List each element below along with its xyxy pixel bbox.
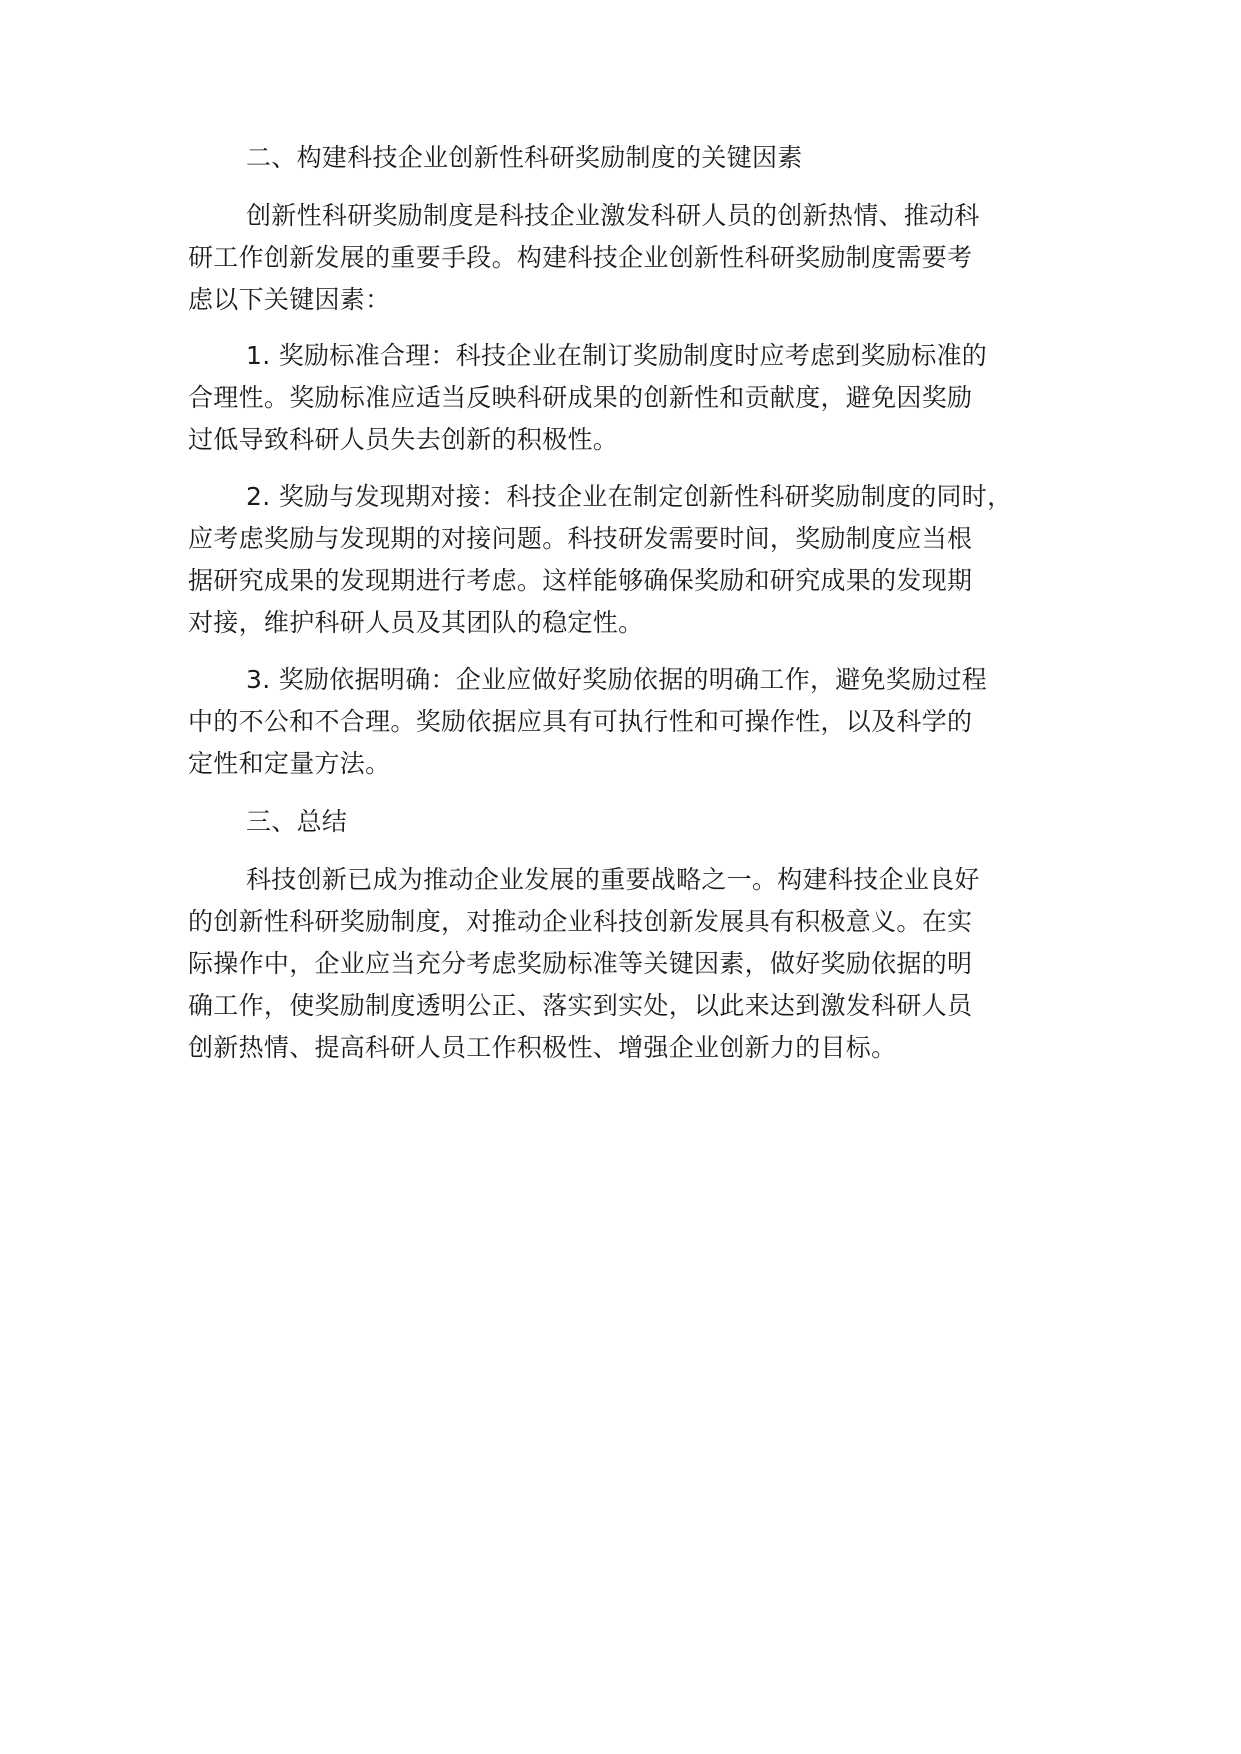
- paragraph-line: 确工作，使奖励制度透明公正、落实到实处，以此来达到激发科研人员: [188, 991, 973, 1020]
- paragraph-line: 研工作创新发展的重要手段。构建科技企业创新性科研奖励制度需要考: [188, 243, 973, 272]
- list-item-line: 对接，维护科研人员及其团队的稳定性。: [188, 608, 644, 637]
- list-item-line: 过低导致科研人员失去创新的积极性。: [188, 425, 619, 454]
- section-heading: 二、构建科技企业创新性科研奖励制度的关键因素: [246, 143, 803, 172]
- list-item-line: 应考虑奖励与发现期的对接问题。科技研发需要时间，奖励制度应当根: [188, 524, 973, 553]
- paragraph-line: 创新性科研奖励制度是科技企业激发科研人员的创新热情、推动科: [246, 201, 980, 230]
- list-item-line: 定性和定量方法。: [188, 749, 391, 778]
- paragraph-line: 创新热情、提高科研人员工作积极性、增强企业创新力的目标。: [188, 1033, 897, 1062]
- paragraph-line: 际操作中，企业应当充分考虑奖励标准等关键因素，做好奖励依据的明: [188, 949, 973, 978]
- list-item-line: 中的不公和不合理。奖励依据应具有可执行性和可操作性，以及科学的: [188, 707, 973, 736]
- paragraph-line: 科技创新已成为推动企业发展的重要战略之一。构建科技企业良好: [246, 865, 980, 894]
- list-item-line: 合理性。奖励标准应适当反映科研成果的创新性和贡献度，避免因奖励: [188, 383, 973, 412]
- list-item-line: 2. 奖励与发现期对接：科技企业在制定创新性科研奖励制度的同时，: [246, 482, 1013, 511]
- section-heading: 三、总结: [246, 807, 348, 836]
- list-item-line: 据研究成果的发现期进行考虑。这样能够确保奖励和研究成果的发现期: [188, 566, 973, 595]
- list-item-line: 1. 奖励标准合理：科技企业在制订奖励制度时应考虑到奖励标准的: [246, 341, 988, 370]
- paragraph-line: 虑以下关键因素：: [188, 285, 391, 314]
- list-item-line: 3. 奖励依据明确：企业应做好奖励依据的明确工作，避免奖励过程: [246, 665, 988, 694]
- paragraph-line: 的创新性科研奖励制度，对推动企业科技创新发展具有积极意义。在实: [188, 907, 973, 936]
